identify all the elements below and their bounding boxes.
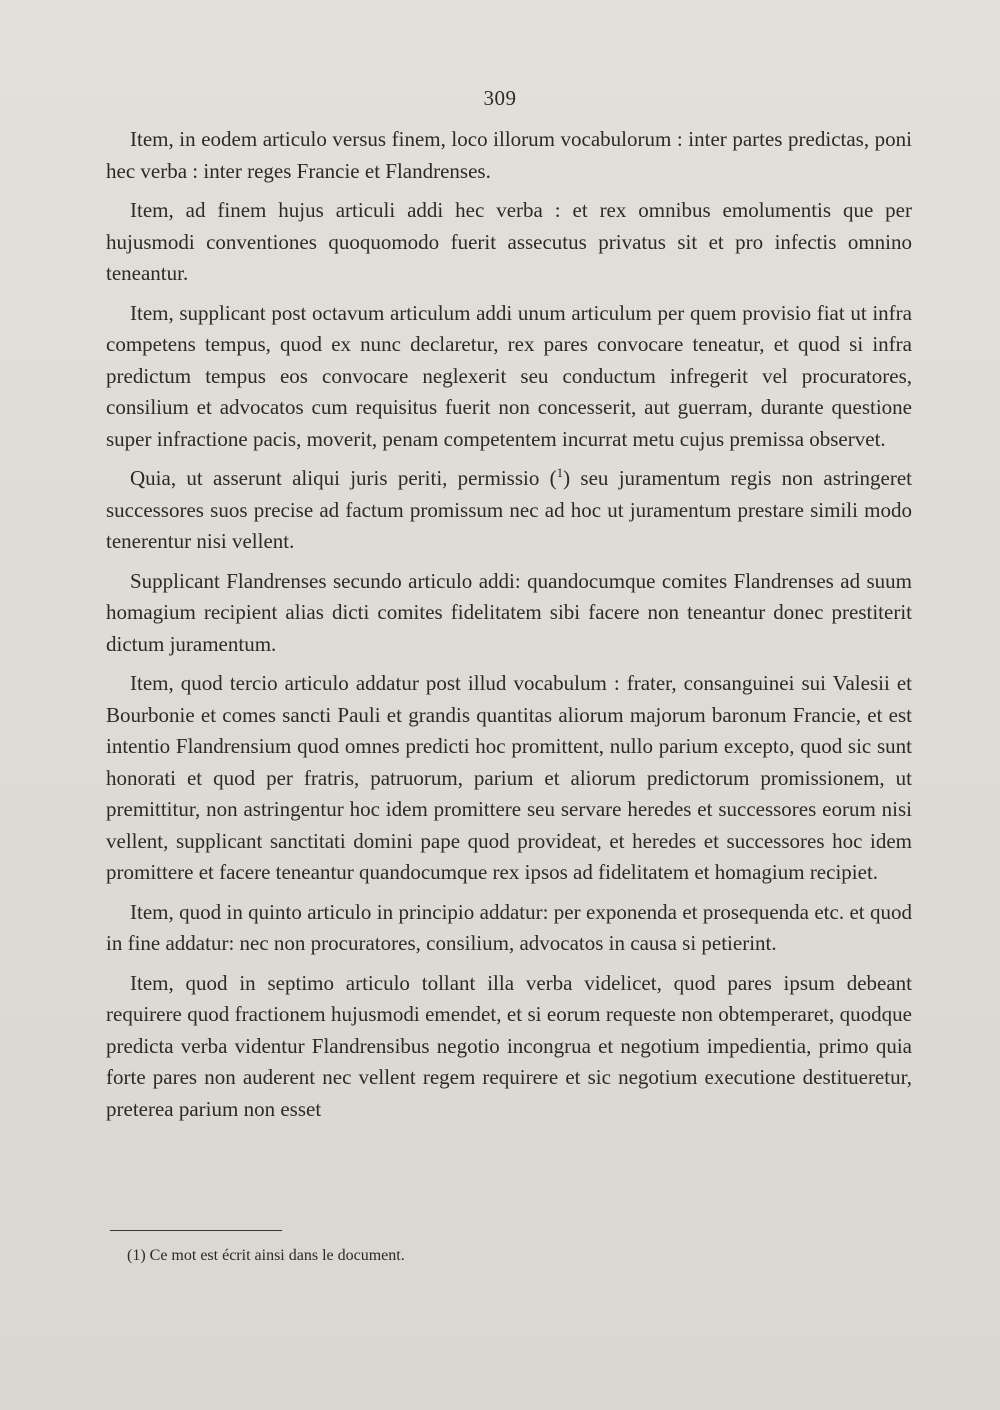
footnote-reference: 1 xyxy=(556,465,564,480)
paragraph-with-footnote-ref xyxy=(106,463,912,558)
body-text xyxy=(106,124,912,1133)
paragraph: Item, supplicant post octavum articulum addi unum articulum per quem provisio fiat ut infra competens tempus, quod ex nunc declaretur, rex pares convocare teneatur, et quod si infra predictum tempus eos convocare neglexerit seu conductum infregerit vel procuratores, consilium et advocatos cum requisitus fuerit non concesserit, aut guerram, durante questione super infractione pacis, moverit, penam competentem incurrat metu cujus premissa observet. xyxy=(106,300,912,451)
paragraph: Supplicant Flandrenses secundo articulo addi: quandocumque comites Flandrenses ad suum homagium recipient alias dicti comites fidelitatem sibi facere non teneantur donec prestiterit dictum juramentum. xyxy=(106,568,912,656)
paragraph: Item, quod in septimo articulo tollant illa verba videlicet, quod pares ipsum debeant requirere quod fractionem hujusmodi emendet, et si eorum requeste non obtemperaret, quodque predicta verba videntur Flandrensibus negotio incongrua et negotium impedientia, primo quia forte pares non auderent nec vellent regem requirere et sic negotium executione destitueretur, preterea parium non esset xyxy=(106,970,912,1121)
paragraph: Item, quod tercio articulo addatur post illud vocabulum : frater, consanguinei sui Valesii et Bourbonie et comes sancti Pauli et grandis quantitas aliorum majorum baronum Francie, et est intentio Flandrensium quod omnes predicti hoc promittent, nullo parium excepto, quod sic sunt honorati et quod per fratris, patruorum, parium et aliorum predictorum promissionem, ut premittitur, non astringentur hoc idem promittere seu servare heredes et successores eorum nisi vellent, supplicant sanctitati domini pape quod provideat, et heredes et successores hoc idem promittere et facere teneantur quandocumque rex ipsos ad fidelitatem et homagium recipiet. xyxy=(106,671,912,884)
footnote: (1) Ce mot est écrit ainsi dans le document. xyxy=(127,1247,405,1264)
paragraph-text-before-ref: Quia, ut asserunt aliqui juris periti, permissio ( xyxy=(130,466,557,490)
paragraph: Item, quod in quinto articulo in principio addatur: per exponenda et prosequenda etc. et quod in fine addatur: nec non procuratores, consilium, advocatos in causa si petierint. xyxy=(106,899,912,955)
page-number: 309 xyxy=(483,86,517,110)
paragraph: Item, ad finem hujus articuli addi hec verba : et rex omnibus emolumentis que per hujusmodi conventiones quoquomodo fuerit assecutus privatus sit et pro infectis omnino teneantur. xyxy=(106,198,912,285)
paragraph: Item, in eodem articulo versus finem, loco illorum vocabulorum : inter partes predictas, poni hec verba : inter reges Francie et Flandrenses. xyxy=(106,127,912,183)
paragraph-text-after-ref: ) seu juramentum regis non astringeret successores suos precise ad factum promissum nec ad hoc ut juramentum prestare simili modo tenerentur nisi vellent. xyxy=(106,466,912,553)
footnote-divider xyxy=(110,1230,282,1231)
